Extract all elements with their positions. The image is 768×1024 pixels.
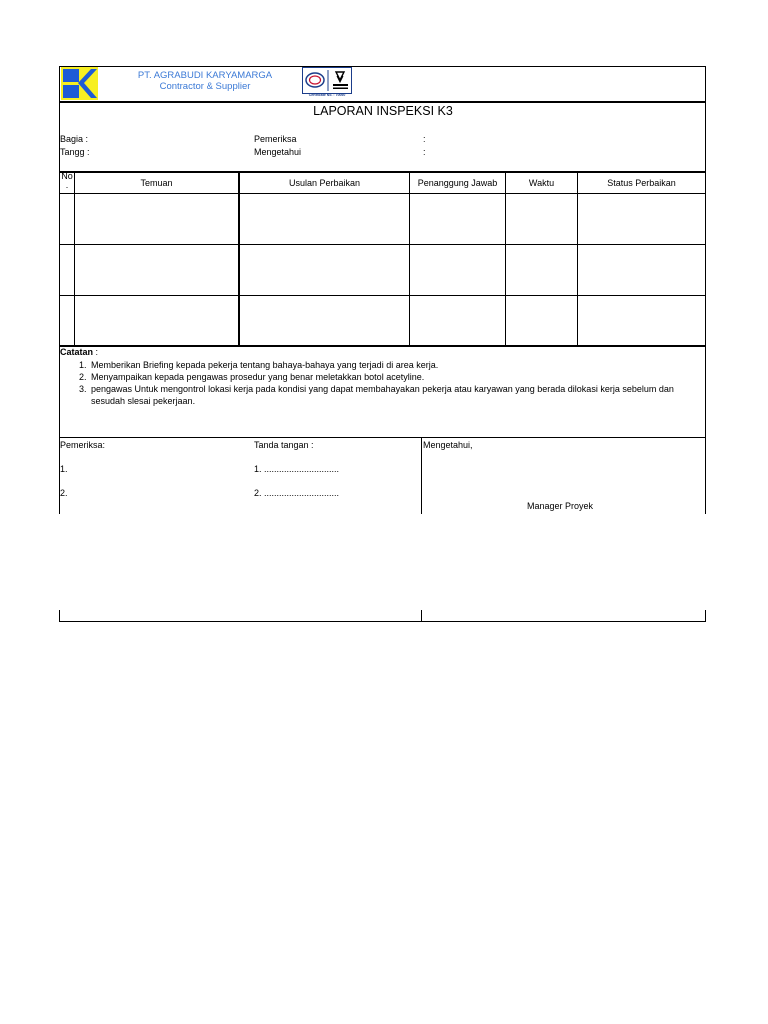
footer-bottom-border: [59, 621, 706, 622]
frame-right-border: [705, 66, 706, 514]
table-top-border: [59, 171, 706, 173]
certificate-caption: Certificate No. : 70060: [308, 93, 346, 97]
signature-pemeriksa-1[interactable]: 1.: [60, 464, 68, 474]
col-header-penanggung: Penanggung Jawab: [417, 178, 498, 188]
cell-no[interactable]: [60, 194, 74, 244]
signature-pemeriksa-label: Pemeriksa:: [60, 440, 106, 450]
notes-heading: [60, 347, 98, 358]
table-row: [60, 194, 705, 244]
tanggal-label: Tangg :: [60, 147, 90, 157]
cell-waktu[interactable]: [506, 194, 577, 244]
mengetahui-colon: :: [423, 147, 426, 157]
col-header-no-line2: .: [65, 180, 69, 190]
table-row: [60, 245, 705, 295]
company-subtitle: Contractor & Supplier: [159, 81, 251, 92]
col-header-status: Status Perbaikan: [607, 178, 676, 188]
company-name: PT. AGRABUDI KARYAMARGA: [137, 70, 273, 81]
company-logo: [61, 67, 98, 100]
mengetahui-label: Mengetahui: [254, 147, 302, 157]
document-title: LAPORAN INSPEKSI K3: [313, 104, 453, 118]
cell-status[interactable]: [578, 194, 705, 244]
cell-waktu[interactable]: [506, 296, 577, 345]
signature-tanda-tangan-label: Tanda tangan :: [254, 440, 314, 450]
notes-list: [60, 359, 709, 407]
manager-proyek-label: Manager Proyek: [527, 501, 594, 511]
pemeriksa-label: Pemeriksa: [254, 134, 297, 144]
cell-temuan[interactable]: [75, 245, 238, 295]
cell-penanggung[interactable]: [410, 296, 505, 345]
signature-line-2[interactable]: 2. ..............................: [254, 488, 340, 498]
signature-mengetahui-label: Mengetahui,: [423, 440, 473, 450]
cell-usulan[interactable]: [240, 296, 409, 345]
certification-badge: [302, 67, 352, 94]
signature-line-1[interactable]: 1. ..............................: [254, 464, 340, 474]
cell-status[interactable]: [578, 296, 705, 345]
signature-col-divider: [421, 437, 422, 514]
cell-no[interactable]: [60, 296, 74, 345]
cell-waktu[interactable]: [506, 245, 577, 295]
signature-pemeriksa-2[interactable]: 2.: [60, 488, 68, 498]
cell-no[interactable]: [60, 245, 74, 295]
cell-penanggung[interactable]: [410, 245, 505, 295]
notes-title: Catatan: [60, 347, 94, 357]
col-header-waktu: Waktu: [528, 178, 555, 188]
cell-usulan[interactable]: [240, 194, 409, 244]
cell-penanggung[interactable]: [410, 194, 505, 244]
notes-title-suffix: :: [93, 347, 99, 357]
list-item: 1. Memberikan Briefing kepada pekerja tentang bahaya-bahaya yang terjadi di area kerja.: [89, 359, 709, 371]
bagian-label: Bagia :: [60, 134, 89, 144]
table-row: [60, 296, 705, 345]
col-header-no: [60, 172, 74, 190]
signature-top-border: [59, 437, 706, 438]
cell-temuan[interactable]: [75, 296, 238, 345]
pemeriksa-colon: :: [423, 134, 426, 144]
list-item: 3. pengawas Untuk mengontrol lokasi kerja pada kondisi yang dapat membahayakan pekerja atau karyawan yang berada dilokasi kerja sebelum dan sesudah slesai pekerjaan.: [89, 383, 709, 407]
cell-temuan[interactable]: [75, 194, 238, 244]
cell-usulan[interactable]: [240, 245, 409, 295]
frame-top-border: [59, 66, 706, 67]
list-item: 2. Menyampaikan kepada pengawas prosedur yang benar meletakkan botol acetyline.: [89, 371, 709, 383]
col-header-usulan: Usulan Perbaikan: [288, 178, 361, 188]
col-header-temuan: Temuan: [140, 178, 173, 188]
col-header-no-line1: No: [61, 171, 73, 181]
cell-status[interactable]: [578, 245, 705, 295]
table-bottom-border: [59, 345, 706, 347]
